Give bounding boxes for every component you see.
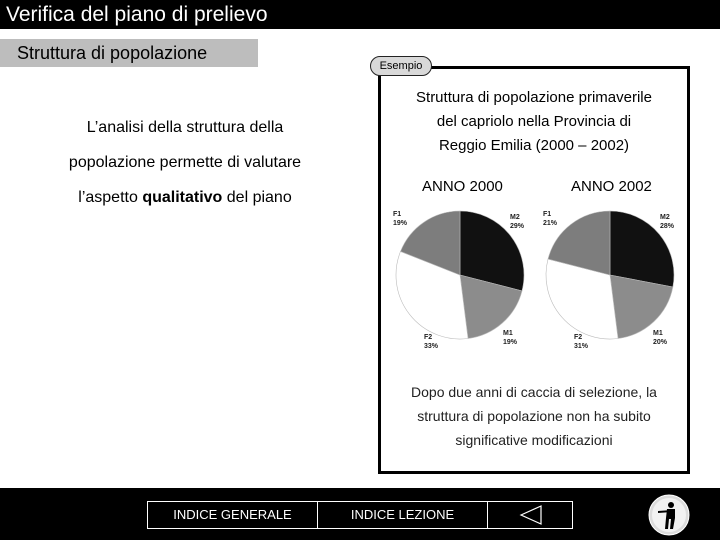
chart-title-2002: ANNO 2002 — [571, 178, 652, 195]
conclusion-line-1: Dopo due anni di caccia di selezione, la — [411, 384, 657, 400]
conclusion-line-3: significative modificazioni — [455, 432, 613, 448]
pie-chart-2002 — [538, 205, 688, 355]
pie-pct-f1: 19% — [393, 220, 408, 227]
intro-line-2: popolazione permette di valutare — [68, 154, 302, 171]
pie-label-m1: M1 — [503, 330, 513, 337]
indice-lezione-button[interactable]: INDICE LEZIONE — [317, 501, 488, 529]
pie-pct-f2: 33% — [424, 343, 439, 350]
chart-title-2000: ANNO 2000 — [422, 178, 503, 195]
pie-chart-2000 — [388, 205, 538, 355]
pie-label-m2: M2 — [660, 214, 670, 221]
intro-qualitativo: qualitativo — [142, 189, 223, 206]
back-button[interactable] — [487, 501, 573, 529]
example-title-line-3: Reggio Emilia (2000 – 2002) — [438, 137, 630, 154]
pie-pct-f2: 31% — [574, 343, 589, 350]
pie-pct-m1: 20% — [653, 339, 668, 346]
conclusion-text — [388, 380, 680, 452]
section-label: Struttura di popolazione — [0, 39, 258, 67]
intro-line-3-pre: l’aspetto — [78, 189, 143, 206]
intro-line-1: L’analisi della struttura della — [86, 119, 284, 136]
conclusion-line-2: struttura di popolazione non ha subito — [417, 408, 651, 424]
pie-label-m1: M1 — [653, 330, 663, 337]
pie-label-f1: F1 — [393, 211, 402, 218]
example-title-line-1: Struttura di popolazione primaverile — [416, 89, 652, 106]
example-title — [385, 86, 683, 158]
hunter-silhouette-icon[interactable] — [648, 494, 690, 536]
intro-text — [40, 110, 330, 215]
pie-label-m2: M2 — [510, 214, 520, 221]
pie-pct-m2: 28% — [660, 223, 675, 230]
intro-line-3-post: del piano — [222, 189, 292, 206]
example-tag: Esempio — [370, 56, 432, 76]
pie-label-f2: F2 — [424, 334, 433, 341]
pie-label-f1: F1 — [543, 211, 552, 218]
pie-label-f2: F2 — [574, 334, 583, 341]
example-title-line-2: del capriolo nella Provincia di — [436, 113, 632, 130]
intro-line-3 — [40, 180, 330, 215]
page-title: Verifica del piano di prelievo — [0, 0, 720, 29]
triangle-left-icon — [488, 502, 574, 528]
pie-pct-f1: 21% — [543, 220, 558, 227]
indice-generale-button[interactable]: INDICE GENERALE — [147, 501, 318, 529]
pie-pct-m2: 29% — [510, 223, 525, 230]
pie-pct-m1: 19% — [503, 339, 518, 346]
